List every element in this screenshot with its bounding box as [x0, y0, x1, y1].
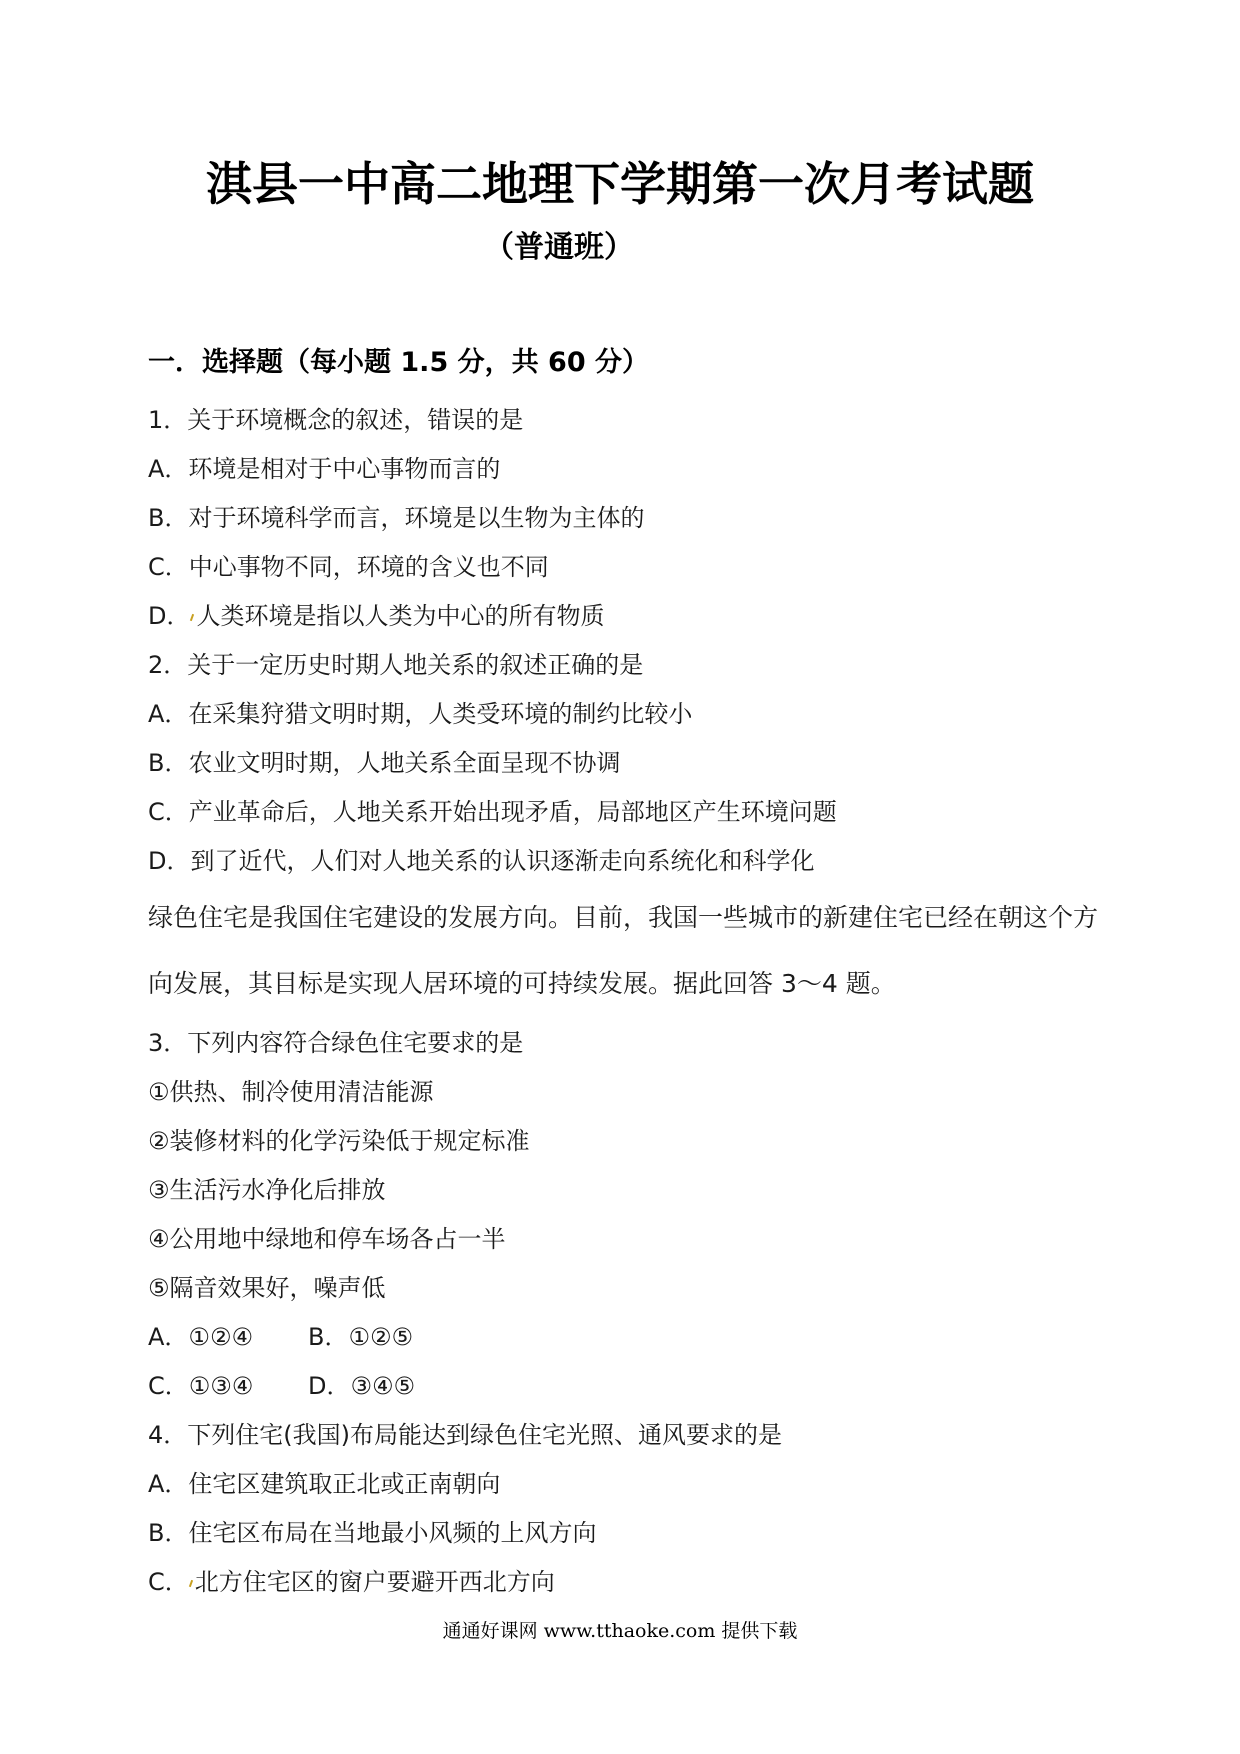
question-1-option-c [148, 547, 549, 582]
question-3-item-4: ④公用地中绿地和停车场各占一半 [148, 1225, 506, 1253]
choice-a [148, 1317, 308, 1352]
option-text: 环境是相对于中心事物而言的 [188, 455, 501, 483]
choice-c [148, 1366, 308, 1401]
option-text: 中心事物不同，环境的含义也不同 [188, 553, 549, 581]
option-text: 到了近代，人们对人地关系的认识逐渐走向系统化和科学化 [190, 847, 815, 875]
question-number: 1． [148, 406, 188, 434]
scan-mark [190, 618, 196, 624]
question-2-option-a [148, 694, 692, 729]
choice-text: ①③④ [188, 1372, 254, 1400]
question-2-option-b [148, 743, 620, 778]
question-number: 3． [148, 1029, 188, 1057]
question-2-option-c [148, 792, 837, 827]
section-heading: 一．选择题（每小题 1.5 分，共 60 分） [148, 347, 650, 378]
question-4-option-b [148, 1513, 596, 1548]
choice-text: ①②⑤ [348, 1323, 414, 1351]
choice-text: ①②④ [188, 1323, 253, 1351]
question-4-option-c [148, 1562, 555, 1597]
question-number: 4． [148, 1421, 188, 1449]
option-text: 产业革命后，人地关系开始出现矛盾，局部地区产生环境问题 [188, 798, 837, 826]
choice-b [308, 1317, 413, 1352]
question-3-item-1: ①供热、制冷使用清洁能源 [148, 1078, 434, 1106]
option-text: 住宅区布局在当地最小风频的上风方向 [188, 1519, 597, 1547]
option-label: C． [148, 553, 189, 581]
choice-d [308, 1366, 415, 1401]
question-1 [148, 400, 523, 435]
option-label: B． [148, 504, 189, 532]
question-4-option-a [148, 1464, 500, 1499]
option-label: D． [148, 847, 191, 875]
question-text: 关于一定历史时期人地关系的叙述正确的是 [187, 651, 644, 679]
option-label: D． [148, 602, 191, 630]
choice-label: A． [148, 1323, 189, 1351]
question-3-item-5: ⑤隔音效果好，噪声低 [148, 1274, 386, 1302]
option-label: B． [148, 1519, 189, 1547]
question-3-choices-row-1 [148, 1317, 413, 1352]
question-2-option-d [148, 841, 814, 876]
question-number: 2． [148, 651, 188, 679]
question-4 [148, 1415, 782, 1450]
question-3-item-2: ②装修材料的化学污染低于规定标准 [148, 1127, 530, 1155]
page-subtitle: （普通班） [484, 230, 634, 265]
question-2 [148, 645, 643, 680]
passage-line-1: 绿色住宅是我国住宅建设的发展方向。目前，我国一些城市的新建住宅已经在朝这个方 [148, 903, 1099, 932]
option-label: C． [148, 798, 189, 826]
option-text: 住宅区建筑取正北或正南朝向 [188, 1470, 501, 1498]
scan-mark [189, 1584, 195, 1590]
question-1-option-b [148, 498, 644, 533]
option-text: 对于环境科学而言，环境是以生物为主体的 [188, 504, 645, 532]
question-3 [148, 1023, 523, 1058]
question-3-choices-row-2 [148, 1366, 415, 1401]
question-1-option-a [148, 449, 500, 484]
option-text: 北方住宅区的窗户要避开西北方向 [194, 1568, 555, 1596]
choice-text: ③④⑤ [350, 1372, 416, 1400]
choice-label: D． [308, 1372, 351, 1400]
option-text: 在采集狩猎文明时期，人类受环境的制约比较小 [188, 700, 693, 728]
choice-label: C． [148, 1372, 189, 1400]
option-label: C． [148, 1568, 189, 1596]
option-label: B． [148, 749, 189, 777]
choice-label: B． [308, 1323, 349, 1351]
page-footer: 通通好课网 www.tthaoke.com 提供下载 [442, 1620, 798, 1642]
option-label: A． [148, 700, 189, 728]
question-1-option-d [148, 596, 604, 631]
question-text: 下列内容符合绿色住宅要求的是 [187, 1029, 524, 1057]
question-text: 下列住宅(我国)布局能达到绿色住宅光照、通风要求的是 [187, 1421, 783, 1449]
page-title: 淇县一中高二地理下学期第一次月考试题 [206, 157, 1034, 211]
option-text: 农业文明时期，人地关系全面呈现不协调 [188, 749, 621, 777]
passage-line-2: 向发展，其目标是实现人居环境的可持续发展。据此回答 3～4 题。 [148, 969, 896, 998]
question-text: 关于环境概念的叙述，错误的是 [187, 406, 524, 434]
option-text: 人类环境是指以人类为中心的所有物质 [196, 602, 605, 630]
question-3-item-3: ③生活污水净化后排放 [148, 1176, 386, 1204]
option-label: A． [148, 455, 189, 483]
option-label: A． [148, 1470, 189, 1498]
